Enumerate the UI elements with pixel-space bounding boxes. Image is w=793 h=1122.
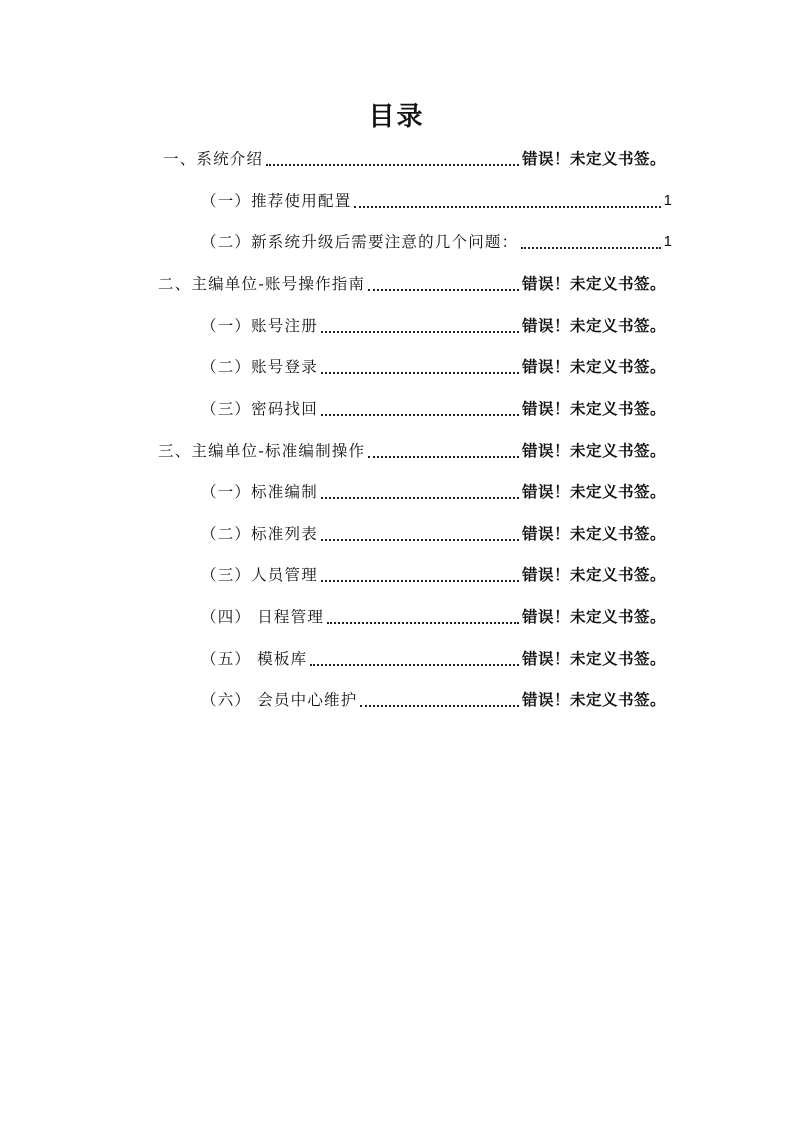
- toc-entry-page: 错误！未定义书签。: [521, 525, 666, 543]
- toc-entry-page: 错误！未定义书签。: [521, 275, 666, 293]
- toc-entry-system-intro[interactable]: [163, 144, 666, 174]
- toc-entry-page: 1: [663, 233, 672, 250]
- dot-leader: [368, 289, 519, 291]
- toc-entry-password-recovery[interactable]: [201, 394, 666, 424]
- dot-leader: [360, 705, 519, 707]
- toc-entry-text: （二）账号登录: [201, 358, 318, 376]
- toc-entry-page: 错误！未定义书签。: [521, 608, 666, 626]
- toc-entry-page: 1: [663, 192, 672, 209]
- toc-entry-personnel-management[interactable]: [201, 560, 666, 590]
- toc-entry-page: 错误！未定义书签。: [521, 442, 666, 460]
- toc-entry-text: （六） 会员中心维护: [201, 691, 358, 709]
- toc-entry-standard-operations[interactable]: [158, 436, 666, 466]
- toc-entry-text: （一）标准编制: [201, 483, 318, 501]
- dot-leader: [321, 414, 519, 416]
- toc-entry-schedule-management[interactable]: [201, 602, 666, 632]
- dot-leader: [321, 539, 519, 541]
- toc-entry-text: （一）账号注册: [201, 317, 318, 335]
- toc-entry-account-guide[interactable]: [158, 269, 666, 299]
- toc-entry-page: 错误！未定义书签。: [521, 650, 666, 668]
- dot-leader: [321, 580, 519, 582]
- toc-entry-account-login[interactable]: [201, 352, 666, 382]
- dot-leader: [310, 664, 519, 666]
- toc-entry-text: （二）新系统升级后需要注意的几个问题：: [201, 233, 519, 251]
- toc-title: 目录: [368, 102, 425, 132]
- toc-entry-account-register[interactable]: [201, 311, 666, 341]
- toc-entry-text: （一）推荐使用配置: [201, 192, 352, 210]
- toc-entry-page: 错误！未定义书签。: [521, 358, 666, 376]
- toc-entry-standard-editing[interactable]: [201, 477, 666, 507]
- toc-entry-template-library[interactable]: [201, 644, 666, 674]
- toc-entry-standard-list[interactable]: [201, 519, 666, 549]
- toc-entry-text: 一、系统介绍: [163, 150, 264, 168]
- toc-entry-text: 二、主编单位-账号操作指南: [158, 275, 366, 293]
- toc-entry-recommended-config[interactable]: [201, 186, 672, 216]
- toc-entry-text: （四） 日程管理: [201, 608, 325, 626]
- toc-entry-upgrade-notes[interactable]: [201, 227, 672, 257]
- toc-entry-text: （二）标准列表: [201, 525, 318, 543]
- dot-leader: [321, 331, 519, 333]
- dot-leader: [521, 247, 660, 249]
- toc-entry-page: 错误！未定义书签。: [521, 317, 666, 335]
- toc-entry-text: （三）人员管理: [201, 566, 318, 584]
- toc-entry-text: （五） 模板库: [201, 650, 308, 668]
- dot-leader: [368, 456, 519, 458]
- toc-entry-text: 三、主编单位-标准编制操作: [158, 442, 366, 460]
- dot-leader: [321, 372, 519, 374]
- toc-entry-page: 错误！未定义书签。: [521, 691, 666, 709]
- dot-leader: [266, 164, 519, 166]
- toc-entry-page: 错误！未定义书签。: [521, 483, 666, 501]
- toc-entry-text: （三）密码找回: [201, 400, 318, 418]
- toc-entry-page: 错误！未定义书签。: [521, 150, 666, 168]
- dot-leader: [327, 622, 519, 624]
- toc-entry-member-center[interactable]: [201, 685, 666, 715]
- toc-entry-page: 错误！未定义书签。: [521, 400, 666, 418]
- dot-leader: [354, 206, 660, 208]
- toc-entry-page: 错误！未定义书签。: [521, 566, 666, 584]
- dot-leader: [321, 497, 519, 499]
